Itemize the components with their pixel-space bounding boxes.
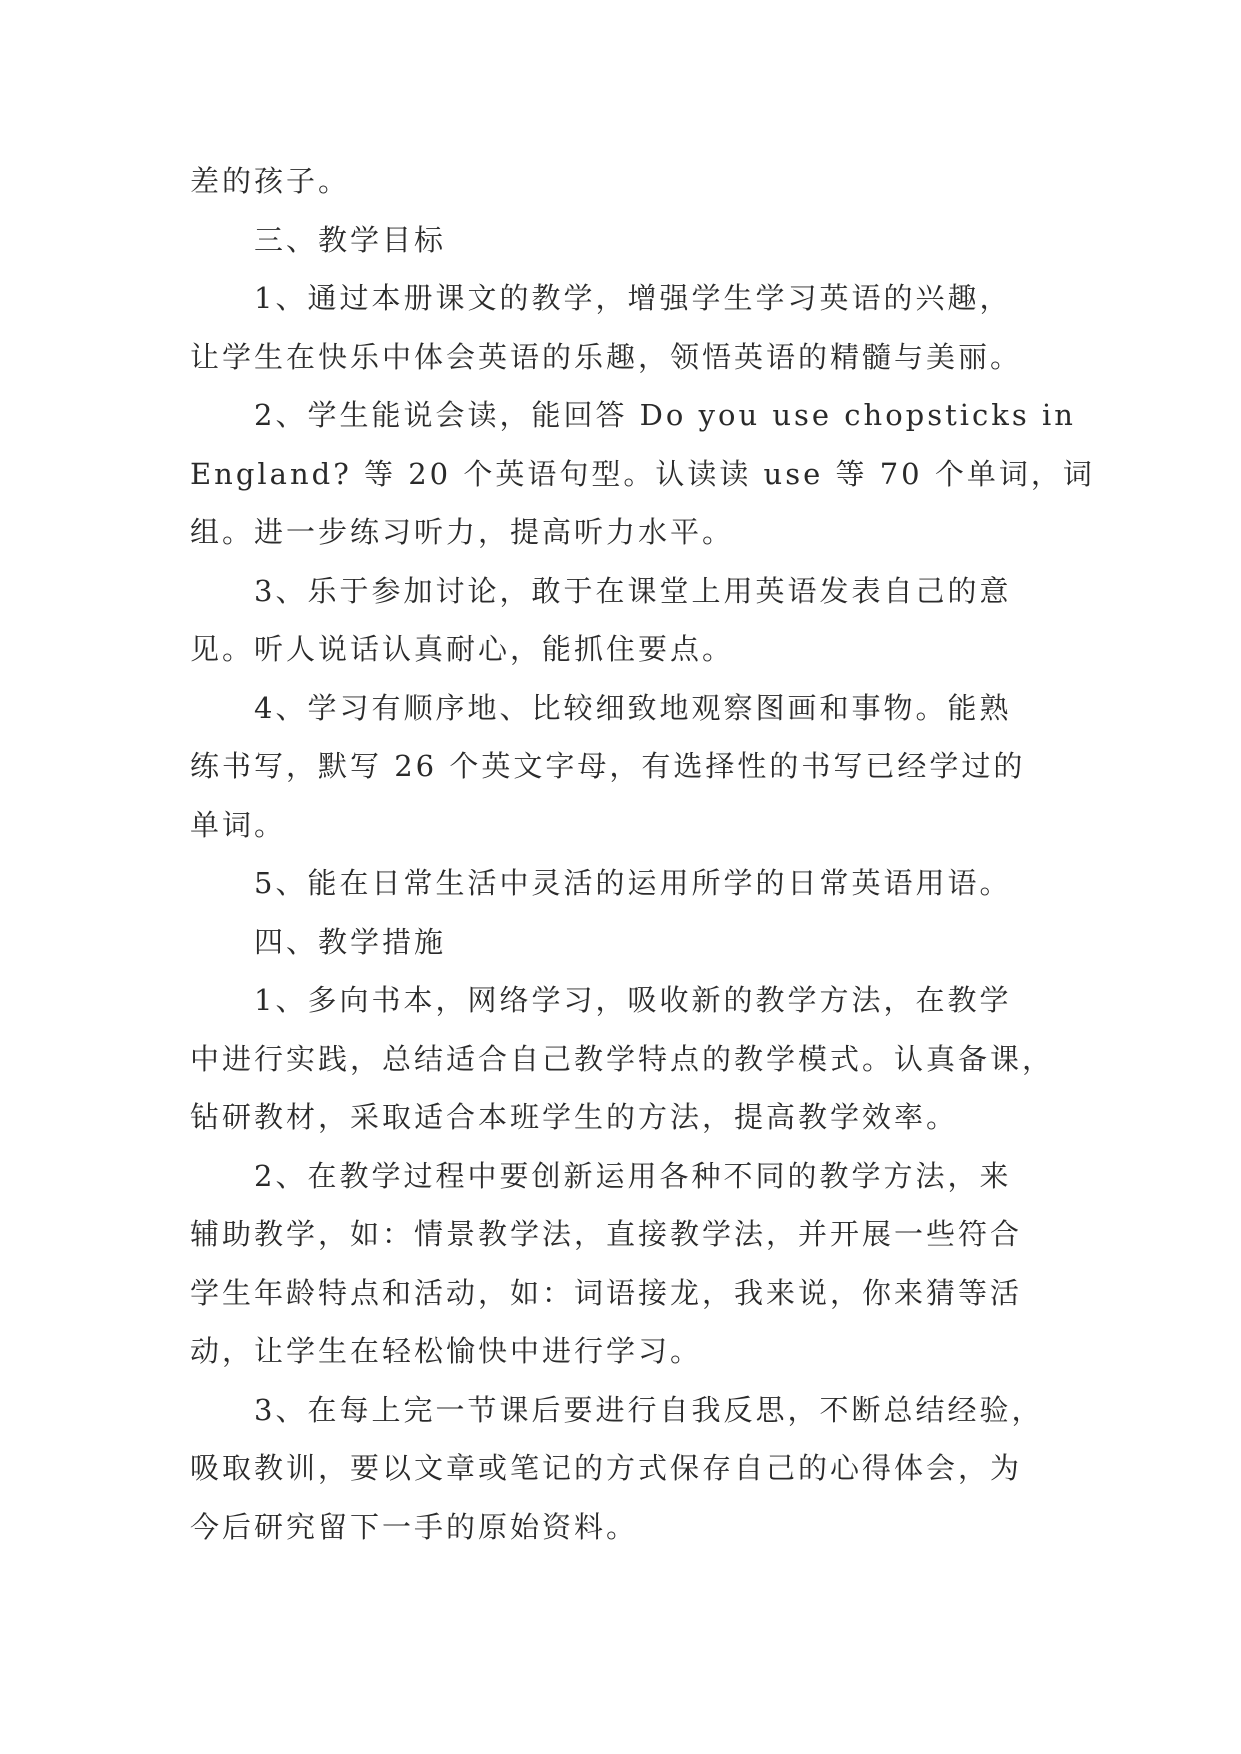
document-body	[190, 152, 1095, 1556]
text-line: 辅助教学，如：情景教学法，直接教学法，并开展一些符合	[190, 1217, 1023, 1251]
text-line: 2、在教学过程中要创新运用各种不同的教学方法，来	[254, 1158, 1012, 1193]
text-line: 三、教学目标	[254, 222, 447, 257]
text-line: 见。听人说话认真耐心，能抓住要点。	[190, 632, 735, 666]
text-line: 让学生在快乐中体会英语的乐趣，领悟英语的精髓与美丽。	[190, 339, 1023, 374]
text-line: 吸取教训，要以文章或笔记的方式保存自己的心得体会，为	[190, 1451, 1023, 1485]
text-line: 动，让学生在轻松愉快中进行学习。	[190, 1334, 703, 1368]
text-line: 组。进一步练习听力，提高听力水平。	[190, 515, 735, 549]
text-line: 3、乐于参加讨论，敢于在课堂上用英语发表自己的意	[254, 573, 1012, 608]
text-line: 中进行实践，总结适合自己教学特点的教学模式。认真备课，	[190, 1041, 1055, 1076]
text-line: 今后研究留下一手的原始资料。	[190, 1509, 639, 1544]
text-line: 差的孩子。	[190, 164, 351, 198]
text-line: 单词。	[190, 807, 287, 842]
text-line: 钻研教材，采取适合本班学生的方法，提高教学效率。	[190, 1100, 959, 1134]
text-line: 四、教学措施	[254, 924, 447, 959]
text-line: 2、学生能说会读，能回答 Do you use chopsticks in	[254, 398, 1076, 432]
text-line: 1、多向书本，网络学习，吸收新的教学方法，在教学	[254, 983, 1012, 1017]
text-line: 学生年龄特点和活动，如：词语接龙，我来说，你来猜等活	[190, 1275, 1023, 1310]
text-line: 4、学习有顺序地、比较细致地观察图画和事物。能熟	[254, 690, 1012, 725]
text-line: 1、通过本册课文的教学，增强学生学习英语的兴趣，	[254, 281, 1012, 315]
text-line: 练书写，默写 26 个英文字母，有选择性的书写已经学过的	[190, 749, 1026, 783]
text-line: 5、能在日常生活中灵活的运用所学的日常英语用语。	[254, 866, 1012, 900]
text-line: England? 等 20 个英语句型。认读读 use 等 70 个单词，词	[190, 456, 1095, 491]
text-line: 3、在每上完一节课后要进行自我反思，不断总结经验，	[254, 1392, 1044, 1427]
